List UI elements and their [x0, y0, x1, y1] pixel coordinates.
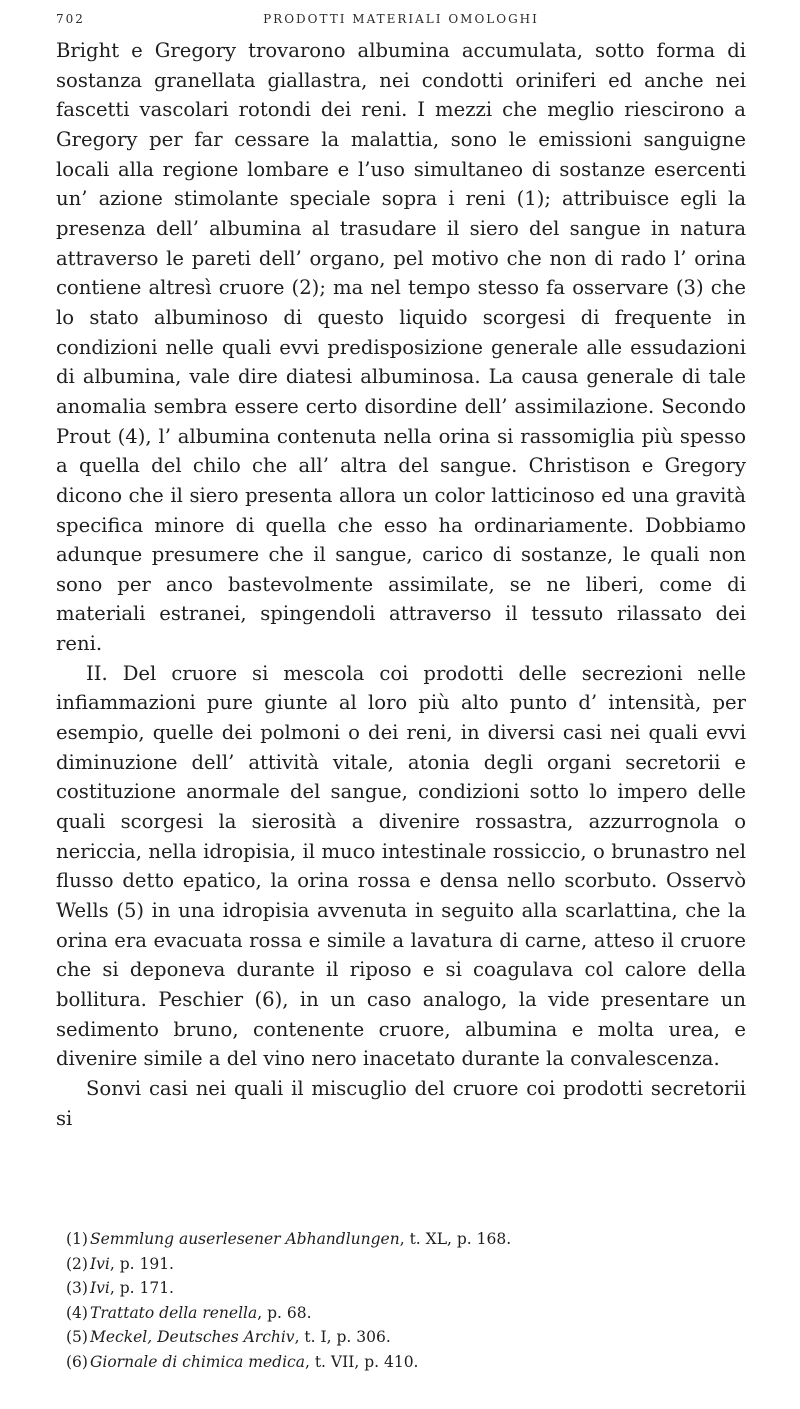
footnote-number: (5) — [66, 1328, 88, 1347]
footnote-reference: , p. 191. — [109, 1254, 174, 1273]
footnote-title: Giornale di chimica medica — [90, 1352, 305, 1371]
footnote-reference: , t. VII, p. 410. — [304, 1352, 419, 1371]
footnote-reference: , p. 171. — [109, 1279, 174, 1298]
paragraph: II. Del cruore si mescola coi prodotti delle secrezioni nelle infiammazioni pure giunte al loro più alto punto d’ intensità, per esempio, quelle dei polmoni o dei reni, in diversi casi nei quali evvi diminuzione dell’ attività vitale, atonia degli organi secretorii e costituzione anormale del sangue, condizioni sotto lo impero delle quali scorgesi la sierosità a divenire rossastra, azzurrognola o nericcia, nella idropisia, il muco intestinale rossiccio, o brunastro nel flusso detto epatico, la orina rossa e densa nello scorbuto. Osservò Wells (5) in una idropisia avvenuta in seguito alla scarlattina, che la orina era evacuata rossa e simile a lavatura di carne, atteso il cruore che si deponeva durante il riposo e si coagulava col calore della bollitura. Peschier (6), in un caso analogo, la vide presentare un sedimento bruno, contenente cruore, albumina e molta urea, e divenire simile a del vino nero inacetato durante la convalescenza. — [56, 661, 746, 1071]
footnote-title: Meckel, Deutsches Archiv — [90, 1328, 295, 1347]
footnote-number: (1) — [66, 1230, 88, 1248]
page-header — [56, 6, 746, 32]
footnote — [66, 1325, 746, 1350]
paragraph: Bright e Gregory trovarono albumina accumulata, sotto forma di sostanza granellata giallastra, nei condotti oriniferi ed anche nei fascetti vascolari rotondi dei reni. I mezzi che meglio riescirono a Gregory per far cessare la malattia, sono le emissioni sanguigne locali alla regione lombare e l’uso simultaneo di sostanze esercenti un’ azione stimolante speciale sopra i reni (1); attribuisce egli la presenza dell’ albumina al trasudare il siero del sangue in natura attraverso le pareti dell’ organo, pel motivo che non di rado l’ orina contiene altresì cruore (2); ma nel tempo stesso fa osservare (3) che lo stato albuminoso di questo liquido scorgesi di frequente in condizioni nelle quali evvi predisposizione generale alle essudazioni di albumina, vale dire diatesi albuminosa. La causa generale di tale anomalia sembra essere certo disordine dell’ assimilazione. Secondo Prout (4), l’ albumina contenuta nella orina si rassomiglia più spesso a quella del chilo che all’ altra del sangue. Christison e Gregory dicono che il siero presenta allora un color latticinoso ed una gravità specifica minore di quella che esso ha ordinariamente. Dobbiamo adunque presumere che il sangue, carico di sostanze, le quali non sono per anco bastevolmente assimilate, se ne liberi, come di materiali estranei, spingendoli attraverso il tessuto rilassato dei reni. — [56, 39, 746, 656]
footnote-number: (2) — [66, 1254, 88, 1273]
footnote-title: Ivi — [90, 1279, 110, 1298]
footnote-number: (3) — [66, 1279, 88, 1298]
footnote-reference: , t. XL, p. 168. — [399, 1230, 512, 1248]
footnote-title: Trattato della renella — [90, 1303, 258, 1322]
footnote-reference: , p. 68. — [257, 1303, 312, 1322]
footnote — [66, 1227, 746, 1252]
footnotes — [66, 1227, 746, 1375]
footnote-number: (6) — [66, 1352, 88, 1371]
running-title: PRODOTTI MATERIALI OMOLOGHI — [263, 12, 539, 26]
footnote — [66, 1276, 746, 1301]
footnote-number: (4) — [66, 1303, 88, 1322]
footnote-reference: , t. I, p. 306. — [294, 1328, 391, 1347]
footnote — [66, 1350, 746, 1375]
paragraph: Sonvi casi nei quali il miscuglio del cruore coi prodotti secretorii si — [56, 1076, 746, 1130]
footnote-title: Semmlung auserlesener Abhandlungen — [90, 1230, 400, 1248]
footnote — [66, 1252, 746, 1277]
footnote — [66, 1301, 746, 1326]
page-number: 702 — [56, 12, 85, 26]
footnote-title: Ivi — [90, 1254, 110, 1273]
body-text — [56, 36, 746, 1133]
